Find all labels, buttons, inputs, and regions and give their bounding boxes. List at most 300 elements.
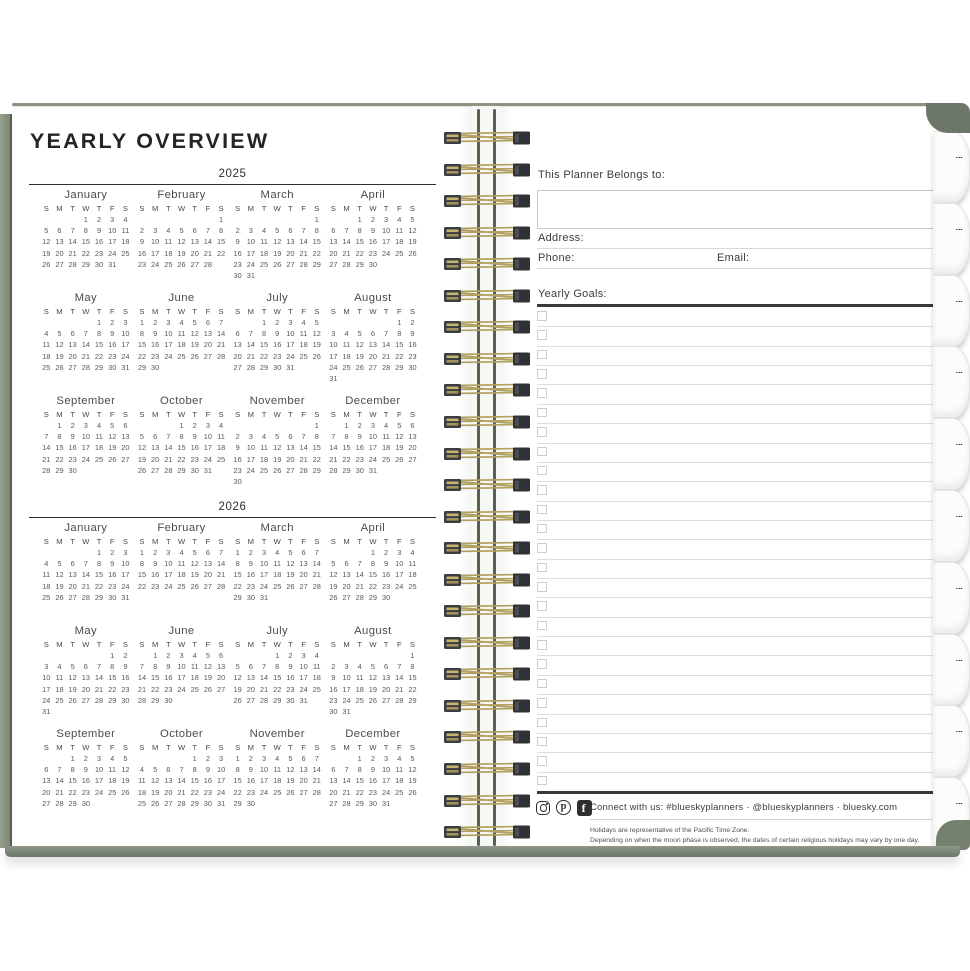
day-cell: 5 xyxy=(397,421,402,430)
day-cell: 30 xyxy=(108,362,117,372)
day-cell: 11 xyxy=(42,340,51,350)
binding-coil xyxy=(444,729,530,746)
day-cell: 18 xyxy=(342,351,351,361)
day-cell: 28 xyxy=(137,695,147,705)
weekday-cell: F xyxy=(396,307,402,316)
day-cell: 2 xyxy=(384,548,389,557)
week-row xyxy=(135,259,228,270)
weekday-cell: S xyxy=(43,307,49,316)
day-cell: 9 xyxy=(370,226,375,236)
day-cell xyxy=(66,706,79,717)
day-cell: 28 xyxy=(216,581,226,591)
week-row xyxy=(326,672,419,683)
day-cell: 19 xyxy=(233,684,242,694)
day-cell: 18 xyxy=(108,776,117,786)
day-cell: 25 xyxy=(259,259,269,269)
weekday-header-row xyxy=(39,536,132,547)
goal-row xyxy=(537,327,941,346)
day-cell: 13 xyxy=(68,570,77,580)
day-cell: 4 xyxy=(397,754,402,763)
day-cell: 12 xyxy=(329,570,338,580)
goal-checkbox xyxy=(537,640,547,650)
goal-checkbox xyxy=(537,601,547,611)
weekday-cell: S xyxy=(122,640,128,649)
day-cell: 4 xyxy=(275,548,280,557)
day-cell: 21 xyxy=(42,454,51,464)
day-cell: 28 xyxy=(216,351,226,361)
day-cell: 27 xyxy=(55,259,64,269)
day-cell: 2 xyxy=(70,421,75,430)
weekday-cell: S xyxy=(122,743,128,752)
day-cell: 17 xyxy=(164,570,173,580)
weekday-cell: S xyxy=(235,204,241,213)
day-cell: 10 xyxy=(151,237,160,247)
week-row xyxy=(135,661,228,672)
day-cell xyxy=(353,650,366,661)
weekday-cell: T xyxy=(261,410,267,419)
day-cell: 20 xyxy=(342,581,351,591)
week-row xyxy=(231,431,324,442)
day-cell: 18 xyxy=(259,454,269,464)
day-cell: 13 xyxy=(299,559,308,569)
day-cell: 13 xyxy=(329,776,338,786)
tab-label-mark: ⋮ xyxy=(955,297,962,306)
day-cell: 10 xyxy=(94,765,104,775)
instagram-icon xyxy=(536,801,550,815)
day-cell: 3 xyxy=(248,432,253,442)
week-row xyxy=(326,695,419,706)
day-cell: 25 xyxy=(299,351,308,361)
day-cell xyxy=(119,798,132,809)
week-row xyxy=(39,798,132,809)
day-cell: 6 xyxy=(192,226,197,236)
yearly-goals-label: Yearly Goals: xyxy=(538,288,607,300)
mini-calendar-october-2026 xyxy=(135,728,228,831)
week-row xyxy=(326,248,419,259)
tab-label-mark: ⋮ xyxy=(955,656,962,665)
day-cell: 29 xyxy=(342,465,351,475)
goal-checkbox xyxy=(537,350,547,360)
day-cell: 9 xyxy=(235,237,240,247)
day-cell xyxy=(366,317,379,328)
day-cell: 24 xyxy=(164,581,173,591)
weekday-cell: S xyxy=(235,640,241,649)
day-cell: 12 xyxy=(286,765,295,775)
day-cell: 28 xyxy=(177,798,186,808)
day-cell: 19 xyxy=(286,776,295,786)
weekday-cell: S xyxy=(314,743,320,752)
weekday-cell: F xyxy=(205,537,211,546)
month-name: January xyxy=(64,522,108,534)
week-row xyxy=(231,764,324,775)
phone-email-line xyxy=(537,268,941,269)
weekday-cell: T xyxy=(96,204,102,213)
week-row xyxy=(135,442,228,453)
binding-coil xyxy=(444,666,530,683)
day-cell: 3 xyxy=(344,662,349,672)
weekday-cell: F xyxy=(396,743,402,752)
goal-checkbox xyxy=(537,505,547,515)
day-cell: 2 xyxy=(166,651,171,660)
week-row xyxy=(231,684,324,695)
day-cell: 24 xyxy=(121,351,130,361)
day-cell: 20 xyxy=(408,443,417,453)
day-cell: 7 xyxy=(344,765,349,775)
week-row xyxy=(135,317,228,328)
day-cell xyxy=(188,362,201,373)
day-cell: 3 xyxy=(219,754,224,763)
week-row xyxy=(231,362,324,373)
weekday-cell: W xyxy=(82,410,90,419)
day-cell: 29 xyxy=(151,695,160,705)
day-cell: 14 xyxy=(395,673,404,683)
day-cell: 27 xyxy=(68,592,77,602)
day-cell: 15 xyxy=(68,776,77,786)
week-row xyxy=(326,684,419,695)
day-cell: 6 xyxy=(288,432,293,442)
weekday-cell: M xyxy=(151,640,159,649)
weekday-cell: F xyxy=(396,410,402,419)
day-cell: 24 xyxy=(286,351,295,361)
day-cell: 10 xyxy=(259,559,269,569)
day-cell: 18 xyxy=(299,340,308,350)
day-cell: 28 xyxy=(81,362,90,372)
week-row xyxy=(135,236,228,247)
day-cell: 3 xyxy=(331,329,336,339)
day-cell: 9 xyxy=(153,559,158,569)
day-cell: 29 xyxy=(273,695,282,705)
goal-row xyxy=(537,676,941,695)
day-cell xyxy=(271,798,284,809)
day-cell: 26 xyxy=(355,362,364,372)
binding-coil xyxy=(444,414,530,431)
weekday-header-row xyxy=(39,306,132,317)
day-cell xyxy=(135,214,148,225)
weekday-cell: M xyxy=(343,307,350,316)
day-cell: 29 xyxy=(233,592,242,602)
day-cell xyxy=(327,420,340,431)
week-row xyxy=(231,787,324,798)
day-cell: 1 xyxy=(314,215,319,224)
day-cell: 12 xyxy=(68,673,77,683)
day-cell: 29 xyxy=(94,592,104,602)
day-cell: 26 xyxy=(108,454,117,464)
day-cell: 31 xyxy=(203,465,213,475)
edge-tab xyxy=(933,705,970,777)
day-cell xyxy=(162,753,175,764)
day-cell: 19 xyxy=(329,581,338,591)
day-cell: 15 xyxy=(355,237,364,247)
weekday-cell: S xyxy=(235,307,241,316)
week-row xyxy=(231,225,324,236)
day-cell xyxy=(244,420,257,431)
day-cell: 25 xyxy=(137,798,147,808)
day-cell: 8 xyxy=(179,432,184,442)
day-cell: 17 xyxy=(299,673,308,683)
day-cell: 5 xyxy=(275,432,280,442)
day-cell: 7 xyxy=(96,662,102,672)
day-cell: 29 xyxy=(94,362,104,372)
day-cell: 13 xyxy=(190,237,199,247)
weekday-cell: S xyxy=(314,204,320,213)
weekday-cell: T xyxy=(166,640,171,649)
goal-checkbox xyxy=(537,698,547,708)
day-cell: 18 xyxy=(177,340,186,350)
day-cell: 22 xyxy=(68,787,77,797)
day-cell: 18 xyxy=(55,684,64,694)
day-cell: 21 xyxy=(246,351,255,361)
day-cell: 21 xyxy=(216,570,226,580)
day-cell: 5 xyxy=(357,329,362,339)
day-cell xyxy=(162,420,175,431)
weekday-cell: W xyxy=(177,410,186,419)
day-cell xyxy=(92,465,105,476)
day-cell: 24 xyxy=(299,684,308,694)
day-cell: 23 xyxy=(108,581,117,591)
day-cell: 30 xyxy=(190,465,199,475)
day-cell: 19 xyxy=(177,248,186,258)
edge-tab xyxy=(933,275,970,347)
weekday-cell: M xyxy=(343,743,350,752)
weekday-cell: M xyxy=(247,204,254,213)
cover-left-edge xyxy=(0,114,12,848)
weekday-cell: S xyxy=(330,204,336,213)
weekday-cell: W xyxy=(369,204,377,213)
day-cell: 20 xyxy=(203,570,213,580)
weekday-cell: F xyxy=(205,410,211,419)
day-cell: 21 xyxy=(342,787,351,797)
day-cell: 11 xyxy=(382,432,390,442)
month-name: December xyxy=(345,728,401,740)
day-cell: 9 xyxy=(96,226,102,236)
day-cell: 10 xyxy=(164,329,173,339)
weekday-cell: T xyxy=(357,743,363,752)
week-row xyxy=(39,775,132,786)
day-cell: 4 xyxy=(166,226,171,236)
day-cell xyxy=(406,373,419,384)
day-cell: 1 xyxy=(83,215,88,224)
weekday-cell: M xyxy=(247,743,254,752)
weekday-cell: S xyxy=(409,410,415,419)
day-cell: 22 xyxy=(151,684,160,694)
weekday-cell: M xyxy=(247,307,254,316)
weekday-cell: S xyxy=(235,410,241,419)
day-cell: 26 xyxy=(68,695,77,705)
day-cell: 8 xyxy=(235,559,240,569)
day-cell: 23 xyxy=(355,454,364,464)
day-cell: 4 xyxy=(275,754,280,763)
goal-row xyxy=(537,405,941,424)
mini-calendar-march-2025 xyxy=(231,189,324,292)
week-row xyxy=(135,798,228,809)
day-cell: 22 xyxy=(273,684,282,694)
weekday-cell: S xyxy=(330,640,336,649)
day-cell: 31 xyxy=(121,592,130,602)
day-cell: 12 xyxy=(55,340,64,350)
day-cell: 30 xyxy=(203,798,213,808)
week-row xyxy=(326,547,419,558)
day-cell xyxy=(340,650,353,661)
month-name: March xyxy=(260,189,294,201)
day-cell: 24 xyxy=(259,787,269,797)
day-cell: 4 xyxy=(261,226,267,236)
day-cell: 30 xyxy=(164,695,173,705)
day-cell: 30 xyxy=(81,798,90,808)
day-cell: 17 xyxy=(286,340,295,350)
day-cell: 21 xyxy=(355,581,364,591)
day-cell: 13 xyxy=(164,776,173,786)
day-cell: 19 xyxy=(68,684,77,694)
day-cell xyxy=(188,214,201,225)
day-cell: 11 xyxy=(121,226,130,236)
day-cell: 5 xyxy=(153,765,158,775)
day-cell: 4 xyxy=(219,421,224,430)
day-cell: 30 xyxy=(94,259,104,269)
day-cell: 24 xyxy=(121,581,130,591)
months-grid-2026 xyxy=(38,522,427,831)
weekday-header-row xyxy=(326,536,419,547)
day-cell: 3 xyxy=(370,421,375,430)
day-cell: 11 xyxy=(273,765,282,775)
mini-calendar-february-2026 xyxy=(135,522,228,625)
day-cell: 8 xyxy=(139,329,145,339)
day-cell: 17 xyxy=(94,776,104,786)
day-cell: 16 xyxy=(408,340,417,350)
weekday-cell: M xyxy=(56,640,63,649)
day-cell: 1 xyxy=(275,651,280,660)
day-cell: 20 xyxy=(286,454,295,464)
day-cell: 8 xyxy=(153,662,158,672)
weekday-cell: T xyxy=(357,204,363,213)
mini-calendar-june-2025 xyxy=(135,292,228,395)
month-name: September xyxy=(56,728,116,740)
month-name: March xyxy=(260,522,294,534)
day-cell: 18 xyxy=(94,443,104,453)
day-cell: 11 xyxy=(312,662,321,672)
day-cell: 28 xyxy=(299,465,308,475)
goal-row xyxy=(537,521,941,540)
day-cell: 4 xyxy=(123,215,128,224)
day-cell: 28 xyxy=(246,362,255,372)
day-cell: 5 xyxy=(192,318,197,327)
week-row xyxy=(231,672,324,683)
day-cell: 28 xyxy=(342,259,351,269)
day-cell: 29 xyxy=(408,695,417,705)
day-cell xyxy=(79,465,92,476)
day-cell xyxy=(284,214,297,225)
day-cell: 30 xyxy=(121,695,130,705)
day-cell: 25 xyxy=(190,684,199,694)
day-cell: 5 xyxy=(44,226,49,236)
day-cell: 29 xyxy=(68,798,77,808)
day-cell: 10 xyxy=(164,559,173,569)
weekday-header-row xyxy=(231,203,324,214)
day-cell: 15 xyxy=(81,237,90,247)
day-cell: 8 xyxy=(275,662,280,672)
day-cell: 9 xyxy=(110,559,115,569)
goals-bottom-rule xyxy=(537,791,941,794)
day-cell xyxy=(231,317,244,328)
day-cell: 13 xyxy=(55,237,64,247)
week-row xyxy=(326,661,419,672)
day-cell: 7 xyxy=(248,329,253,339)
day-cell: 26 xyxy=(137,465,147,475)
day-cell: 19 xyxy=(55,581,64,591)
week-row xyxy=(39,661,132,672)
weekday-cell: F xyxy=(396,204,402,213)
day-cell: 13 xyxy=(342,570,351,580)
day-cell: 11 xyxy=(260,237,268,247)
day-cell: 3 xyxy=(261,548,267,557)
edge-tab xyxy=(933,131,970,203)
day-cell: 30 xyxy=(368,798,378,808)
day-cell: 12 xyxy=(190,559,199,569)
goal-row xyxy=(537,618,941,637)
day-cell: 16 xyxy=(137,248,147,258)
day-cell: 30 xyxy=(273,362,282,372)
day-cell: 9 xyxy=(410,329,415,339)
day-cell: 2 xyxy=(288,651,293,660)
day-cell: 24 xyxy=(246,259,255,269)
weekday-cell: S xyxy=(409,743,415,752)
day-cell: 14 xyxy=(342,776,351,786)
weekday-cell: S xyxy=(43,640,49,649)
day-cell: 1 xyxy=(357,754,362,763)
day-cell: 5 xyxy=(370,662,375,672)
day-cell: 28 xyxy=(355,592,364,602)
day-cell: 21 xyxy=(259,684,269,694)
day-cell: 30 xyxy=(151,362,160,372)
day-cell: 5 xyxy=(110,421,115,430)
day-cell: 30 xyxy=(246,798,255,808)
day-cell: 3 xyxy=(301,651,306,660)
day-cell: 16 xyxy=(233,248,242,258)
weekday-header-row xyxy=(39,639,132,650)
day-cell: 31 xyxy=(42,707,51,717)
day-cell: 29 xyxy=(81,259,90,269)
day-cell: 21 xyxy=(81,581,90,591)
day-cell: 3 xyxy=(123,548,128,557)
week-row xyxy=(135,581,228,592)
day-cell: 23 xyxy=(81,787,90,797)
day-cell: 17 xyxy=(329,351,338,361)
day-cell: 24 xyxy=(164,351,173,361)
day-cell xyxy=(215,465,228,476)
weekday-cell: W xyxy=(82,743,90,752)
day-cell: 17 xyxy=(164,340,173,350)
day-cell: 21 xyxy=(299,248,308,258)
day-cell: 29 xyxy=(108,695,117,705)
day-cell xyxy=(297,214,310,225)
day-cell xyxy=(53,706,66,717)
day-cell: 23 xyxy=(368,787,378,797)
day-cell: 23 xyxy=(151,581,160,591)
day-cell: 5 xyxy=(57,329,62,339)
day-cell: 26 xyxy=(151,798,160,808)
week-row xyxy=(39,225,132,236)
binding-coil xyxy=(444,351,530,368)
day-cell: 4 xyxy=(192,651,197,660)
mini-calendar-september-2026 xyxy=(39,728,132,831)
day-cell: 8 xyxy=(57,432,62,442)
weekday-header-row xyxy=(135,536,228,547)
day-cell: 6 xyxy=(205,318,210,327)
day-cell: 14 xyxy=(342,237,351,247)
day-cell: 5 xyxy=(410,754,415,763)
week-row xyxy=(231,248,324,259)
day-cell: 26 xyxy=(329,592,338,602)
mini-calendar-september-2025 xyxy=(39,395,132,498)
